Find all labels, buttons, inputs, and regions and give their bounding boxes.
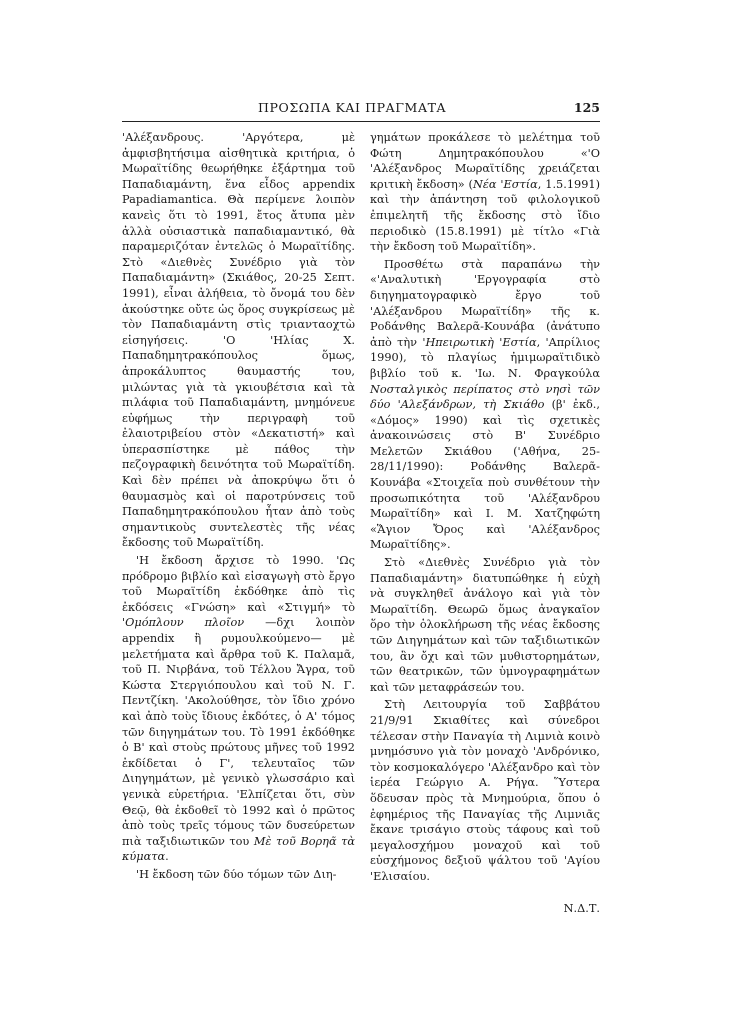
- text-run: Προσθέτω στὰ παραπάνω τὴν «'Αναλυτικὴ 'Εργογραφία στὸ διηγηματογραφικὸ ἔργο τοῦ 'Αλέξανδρου Μωραϊτίδη» τῆς κ. Ροδάνθης Βαλερᾶ-Κουνάβα (ἀνάτυπο ἀπὸ τὴν ': [370, 257, 600, 349]
- text-run: —δχι λοιπὸν appendix ἢ ρυμουλκούμενο— μὲ μελετήματα καὶ ἄρθρα τοῦ Κ. Παλαμᾶ, τοῦ Π. Νιρβάνα, τοῦ Τέλλου Ἄγρα, τοῦ Κώστα Στεργιόπουλου καὶ τοῦ Ν. Γ. Πεντζίκη. 'Ακολούθησε, τὸν ἴδιο χρόνο καὶ ἀπὸ τοὺς ἴδιους ἐκδότες, ὁ Α' τόμος τῶν διηγημάτων του. Τὸ 1991 ἐκδόθηκε ὁ Β' καὶ στοὺς πρώτους μῆνες τοῦ 1992 ἐκδίδεται ὁ Γ', τελευταῖος τῶν Διηγημάτων, μὲ γενικὸ γλωσσάριο καὶ γενικὰ εὑρετήρια. 'Ελπίζεται ὅτι, σὺν Θεῷ, θὰ ἐκδοθεῖ τὸ 1992 καὶ ὁ πρῶτος ἀπὸ τοὺς τρεῖς τόμους τῶν δυσεύρετων πιὰ ταξιδιωτικῶν του: [122, 616, 355, 848]
- book-title: Νοσταλγικὸς περίπατος στὸ νησὶ τῶν δύο 'Αλεξάνδρων, τὴ Σκιάθο: [370, 382, 600, 412]
- paragraph: 'Η ἔκδοση τῶν δύο τόμων τῶν Διη-: [136, 867, 337, 881]
- journal-title: Ηπειρωτικὴ 'Εστία: [425, 335, 537, 349]
- running-title: ΠΡΟΣΩΠΑ ΚΑΙ ΠΡΑΓΜΑΤΑ: [258, 100, 447, 115]
- running-header: [122, 100, 600, 120]
- book-title: Μὲ τοῦ Βορηᾶ τὰ κύματα: [122, 834, 355, 864]
- header-rule: [122, 121, 600, 122]
- paragraph: Στὴ Λειτουργία τοῦ Σαββάτου 21/9/91 Σκιαθίτες καὶ σύνεδροι τέλεσαν στὴν Παναγία τὴ Λιμνιὰ κοινὸ μνημόσυνο γιὰ τὸν μοναχὸ 'Ανδρόνικο, τὸν κοσμοκαλόγερο 'Αλέξανδρο καὶ τὸν ἱερέα Γεώργιο Α. Ρήγα. Ὕστερα ὅδευσαν πρὸς τὰ Μνημούρια, ὅπου ὁ ἐφημέριος τῆς Παναγίας τῆς Λιμνιᾶς ἔκανε τρισάγιο στοὺς τάφους καὶ τοῦ μεγαλοσχήμου μοναχοῦ καὶ τοῦ εὐσχήμονος δεξιοῦ ψάλτου τοῦ 'Αγίου 'Ελισαίου.: [370, 698, 600, 883]
- paragraph: Στὸ «Διεθνὲς Συνέδριο γιὰ τὸν Παπαδιαμάντη» διατυπώθηκε ἡ εὐχὴ νὰ συγκληθεῖ ἀνάλογο καὶ γιὰ τὸν Μωραϊτίδη. Θεωρῶ ὅμως ἀναγκαῖον ὅρο τὴν ὁλοκλήρωση τῆς νέας ἔκδοσης τῶν Διηγημάτων καὶ τῶν ταξιδιωτικῶν του, ἂν ὄχι καὶ τῶν μυθιστορημάτων, τῶν θεατρικῶν, τῶν ὑμνογραφημάτων καὶ τῶν μεταφράσεών του.: [370, 556, 600, 694]
- paragraph: [370, 130, 600, 255]
- left-column: [122, 130, 355, 883]
- book-title: Ομόπλουν πλοῖον: [125, 616, 245, 630]
- author-initials: Ν.Δ.Τ.: [563, 901, 600, 915]
- paragraph: 'Αλέξανδρους. 'Αργότερα, μὲ ἀμφισβητήσιμα αἰσθητικὰ κριτήρια, ὁ Μωραϊτίδης θεωρήθηκε ἐξάρτημα τοῦ Παπαδιαμάντη, ἕνα εἶδος appendix Papadiamantica. Θὰ περίμενε λοιπὸν κανεὶς ὅτι τὸ 1991, ἔτος ἄτυπα μὲν ἀλλὰ οὐσιαστικὰ παπαδιαμαντικό, θὰ παραμεριζόταν ἐντελῶς ὁ Μωραϊτίδης. Στὸ «Διεθνὲς Συνέδριο γιὰ τὸν Παπαδιαμάντη» (Σκιάθος, 20-25 Σεπτ. 1991), εἶναι ἀλήθεια, τὸ ὄνομά του δὲν ἀκούστηκε οὔτε ὡς ὅρος συγκρίσεως μὲ τὸν Παπαδιαμάντη στὶς τριανταοχτὼ εἰσηγήσεις. 'Ο 'Ηλίας Χ. Παπαδημητρακόπουλος ὅμως, ἀπροκάλυπτος θαυμαστής του, μιλώντας γιὰ τὰ γκιουβέτσια καὶ τὰ πιλάφια τοῦ Παπαδιαμάντη, μνημόνευε εὐφήμως τὴν περιγραφὴ τοῦ ἐλαιοτριβείου στὸν «Δεκατιστή» καὶ ὑπερασπίστηκε μὲ πάθος τὴν πεζογραφικὴ δεινότητα τοῦ Μωραϊτίδη. Καὶ δὲν πρέπει νὰ ἀποκρύψω ὅτι ὁ θαυμασμὸς καὶ οἱ παροτρύνσεις τοῦ Παπαδημητρακόπουλου ἦταν ἀπὸ τοὺς σημαντικοὺς συντελεστὲς τῆς νέας ἔκδοσης τοῦ Μωραϊτίδη.: [122, 131, 355, 550]
- right-column: [370, 130, 600, 916]
- journal-title: Νέα 'Εστία: [472, 177, 538, 191]
- text-run: 'Η ἔκδοση ἄρχισε τὸ 1990. 'Ως πρόδρομο βιβλίο καὶ εἰσαγωγὴ στὸ ἔργο τοῦ Μωραϊτίδη ἐκδόθηκε ἀπὸ τὶς ἐκδόσεις «Γνώση» καὶ «Στιγμή» τὸ ': [122, 554, 355, 630]
- text-run: (β' ἐκδ., «Δόμος» 1990) καὶ τὶς σχετικὲς ἀνακοινώσεις στὸ Β' Συνέδριο Μελετῶν Σκιάθου ('Αθήνα, 25-28/11/1990): Ροδάνθης Βαλερᾶ-Κουνάβα «Στοιχεῖα ποὺ συνθέτουν τὴν προσωπικότητα τοῦ 'Αλέξανδρου Μωραϊτίδη» καὶ Ι. Μ. Χατζηφώτη «Ἅγιον Ὄρος καὶ 'Αλέξανδρος Μωραϊτίδης».: [370, 398, 600, 552]
- text-run: , 'Απρίλιος 1990), τὸ πλαγίως ἠμιμωραϊτιδικὸ βιβλίο τοῦ κ. 'Ιω. Ν. Φραγκούλα: [370, 335, 600, 380]
- paragraph: [122, 553, 355, 865]
- text-run: γημάτων προκάλεσε τὸ μελέτημα τοῦ Φώτη Δημητρακόπουλου «'Ο 'Αλέξανδρος Μωραϊτίδης χρειάζεται κριτικὴ ἔκδοση» (: [370, 131, 600, 191]
- paragraph: [370, 257, 600, 553]
- text-run: .: [165, 850, 169, 864]
- page-number: 125: [573, 100, 600, 115]
- text-run: , 1.5.1991) καὶ τὴν ἀπάντηση τοῦ φιλολογικοῦ ἐπιμελητῆ τῆς ἔκδοσης στὸ ἴδιο περιοδικὸ (15.8.1991) μὲ τίτλο «Γιὰ τὴν ἔκδοση τοῦ Μωραϊτίδη».: [370, 177, 600, 254]
